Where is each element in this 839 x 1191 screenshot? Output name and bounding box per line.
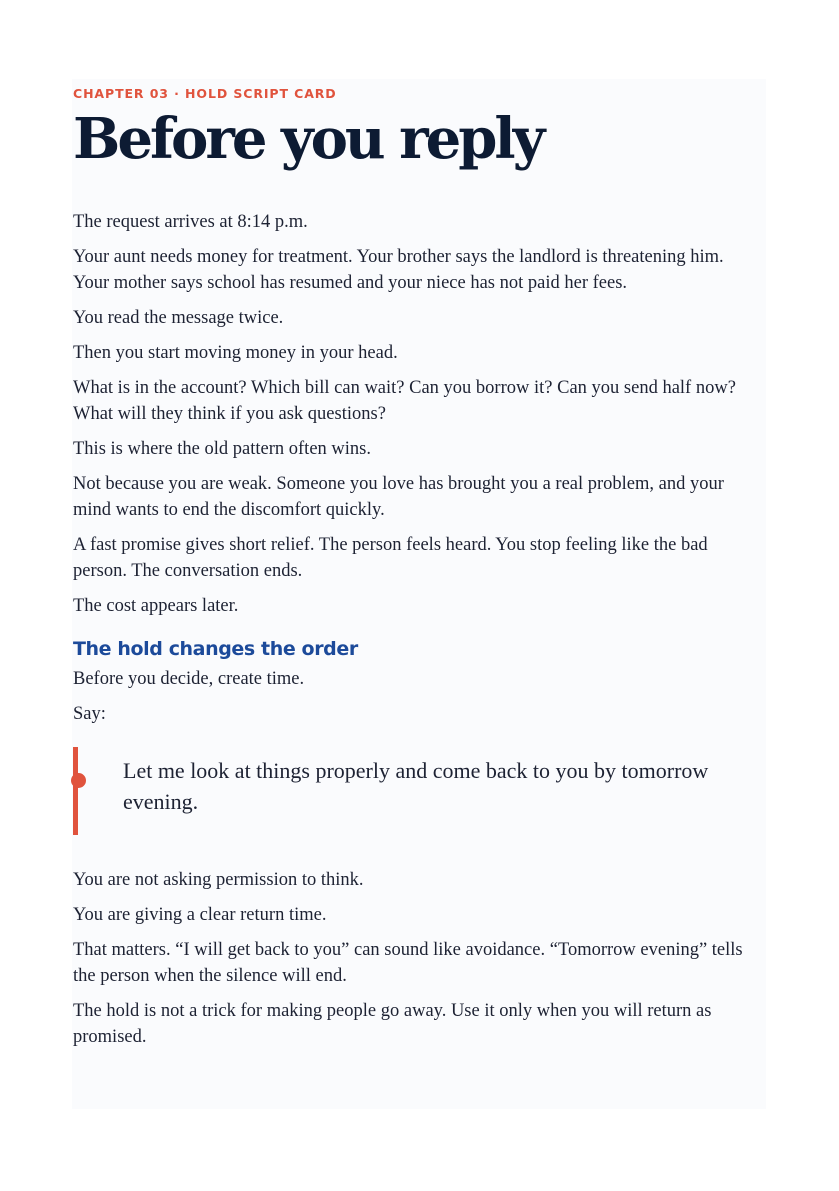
chapter-eyebrow: CHAPTER 03 · HOLD SCRIPT CARD: [73, 86, 337, 101]
paragraph: A fast promise gives short relief. The person feels heard. You stop feeling like the bad person. The conversation ends.: [73, 535, 708, 581]
paragraph: The request arrives at 8:14 p.m.: [73, 212, 308, 232]
hold-script-quote: [73, 755, 758, 841]
paragraph: What is in the account? Which bill can wait? Can you borrow it? Can you send half now? What will they think if you ask questions?: [73, 378, 736, 424]
paragraph: You are not asking permission to think.: [73, 870, 364, 890]
paragraph: Say:: [73, 704, 106, 724]
paragraph: You read the message twice.: [73, 308, 284, 328]
paragraph: Your aunt needs money for treatment. Your brother says the landlord is threatening him. Your mother says school has resumed and your niece has not paid her fees.: [73, 247, 724, 293]
paragraph: That matters. “I will get back to you” can sound like avoidance. “Tomorrow evening” tells the person when the silence will end.: [73, 940, 743, 986]
paragraph: The cost appears later.: [73, 596, 239, 616]
paragraph: This is where the old pattern often wins.: [73, 439, 371, 459]
document-content: [73, 86, 758, 1059]
paragraph: Not because you are weak. Someone you love has brought you a real problem, and your mind wants to end the discomfort quickly.: [73, 474, 724, 520]
paragraph: Before you decide, create time.: [73, 669, 305, 689]
section-heading: The hold changes the order: [73, 638, 358, 660]
paragraph: You are giving a clear return time.: [73, 905, 327, 925]
quote-accent-bar: [73, 747, 78, 835]
page-title: Before you reply: [73, 106, 543, 172]
quote-text: Let me look at things properly and come back to you by tomorrow evening.: [123, 758, 709, 814]
paragraph: Then you start moving money in your head.: [73, 343, 398, 363]
paragraph: The hold is not a trick for making people go away. Use it only when you will return as promised.: [73, 1001, 712, 1047]
quote-bullet-dot: [71, 773, 86, 788]
